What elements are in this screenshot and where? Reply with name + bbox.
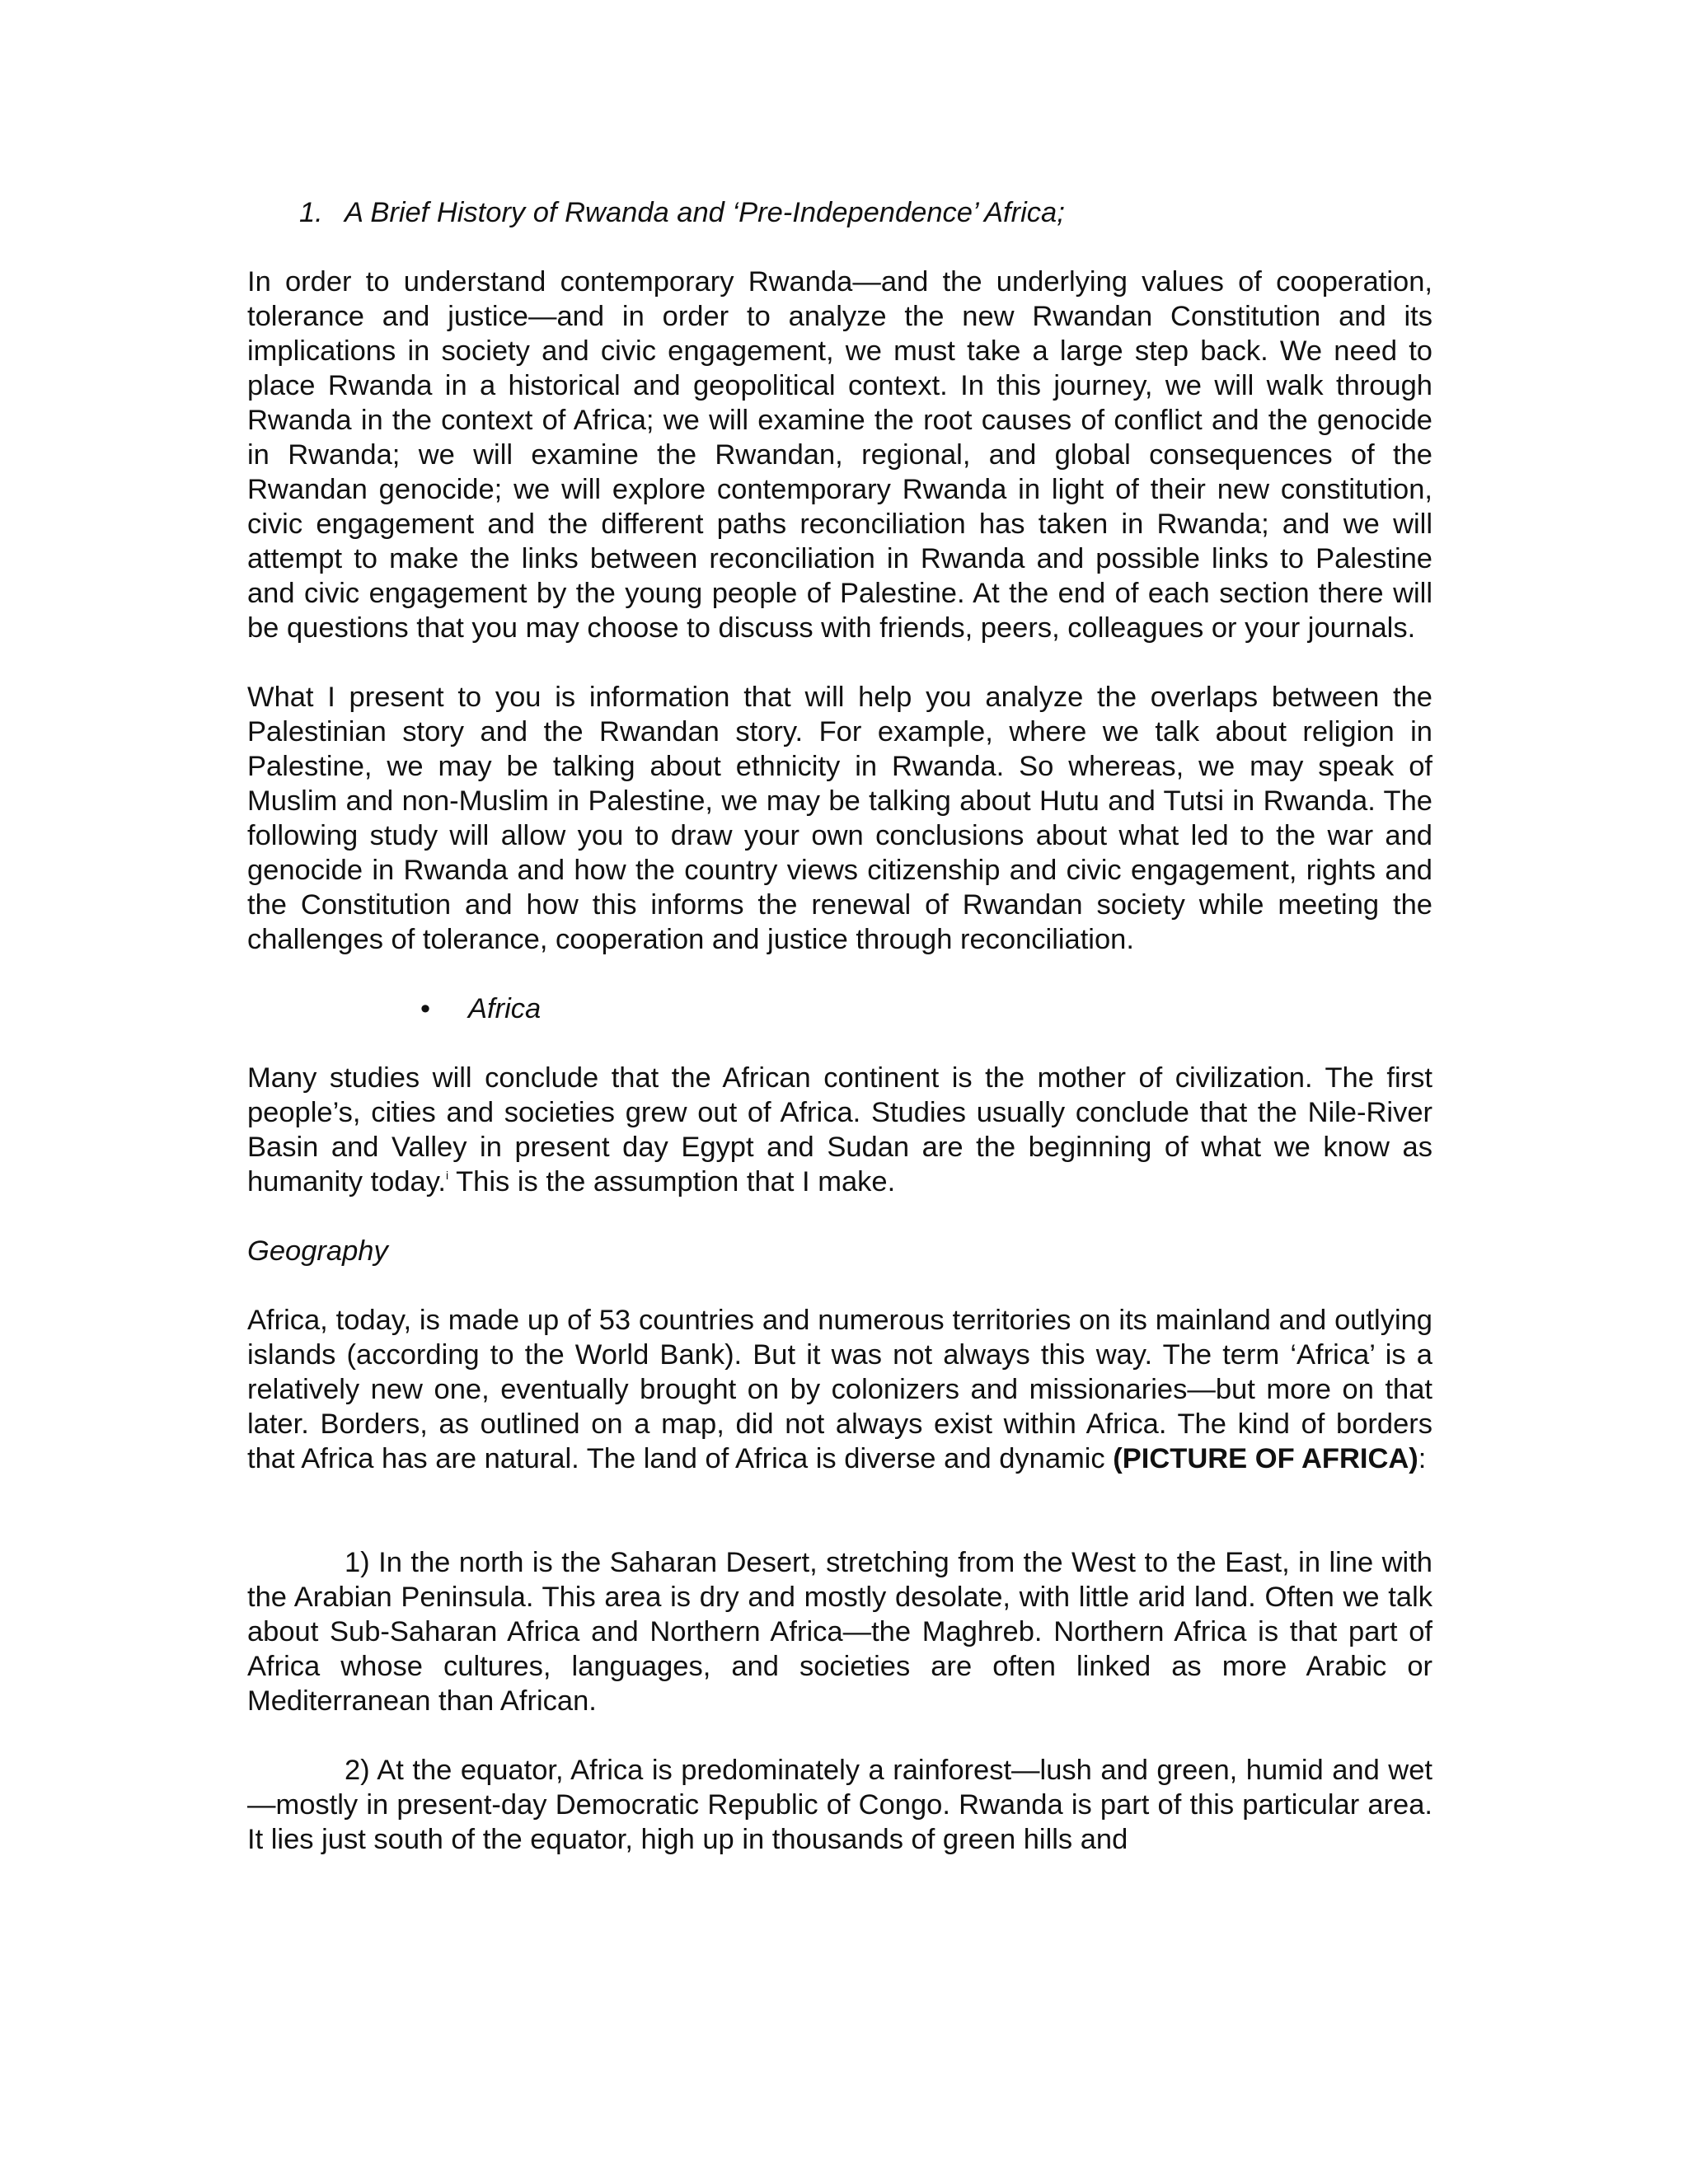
paragraph-north-sahara: 1) In the north is the Saharan Desert, stretching from the West to the East, in line with the Arabian Peninsula. This area is dry and mostly desolate, with little arid land. Often we talk about Sub-Saharan Africa and Northern Africa—the Maghreb. Northern Africa is that part of Africa whose cultures, languages, and societies are often linked as more Arabic or Mediterranean than African. [247, 1547, 1432, 1717]
paragraph-civilization-text: Many studies will conclude that the African continent is the mother of civilization. The first people’s, cities and societies grew out of Africa. Studies usually conclude that the Nile-River Basin and Valley in present day Egypt and Sudan are the beginning of what we know as humanity today. [247, 1062, 1432, 1197]
subheading-geography: Geography [247, 1235, 388, 1267]
picture-placeholder-label: (PICTURE OF AFRICA) [1113, 1443, 1418, 1474]
section-number: 1. [299, 197, 323, 228]
bullet-item-africa [247, 991, 1432, 1026]
paragraph-geography [247, 1303, 1432, 1476]
paragraph-equator: 2) At the equator, Africa is predominately a rainforest—lush and green, humid and wet—mostly in present-day Democratic Republic of Congo. Rwanda is part of this particular area. It lies just south of the equator, high up in thousands of green hills and [247, 1755, 1432, 1855]
bullet-icon: • [420, 993, 431, 1024]
section-title: A Brief History of Rwanda and ‘Pre-Independence’ Africa; [345, 197, 1065, 228]
paragraph-civilization [247, 1061, 1432, 1199]
blank-line [247, 1511, 1432, 1545]
bullet-label: Africa [468, 993, 542, 1024]
paragraph-geography-end: : [1418, 1443, 1427, 1474]
paragraph-geography-text: Africa, today, is made up of 53 countries and numerous territories on its mainland and outlying islands (according to the World Bank). But it was not always this way. The term ‘Africa’ is a relatively new one, eventually brought on by colonizers and missionaries—but more on that later. Borders, as outlined on a map, did not always exist within Africa. The kind of borders that Africa has are natural. The land of Africa is diverse and dynamic [247, 1305, 1432, 1474]
footnote-marker[interactable]: i [446, 1169, 449, 1182]
page-body [247, 195, 1432, 1891]
paragraph-introduction: In order to understand contemporary Rwanda—and the underlying values of cooperation, tolerance and justice—and in order to analyze the new Rwandan Constitution and its implications in society and civic engagement, we must take a large step back. We need to place Rwanda in a historical and geopolitical context. In this journey, we will walk through Rwanda in the context of Africa; we will examine the root causes of conflict and the genocide in Rwanda; we will examine the Rwandan, regional, and global consequences of the Rwandan genocide; we will explore contemporary Rwanda in light of their new constitution, civic engagement and the different paths reconciliation has taken in Rwanda; and we will attempt to make the links between reconciliation in Rwanda and possible links to Palestine and civic engagement by the young people of Palestine. At the end of each section there will be questions that you may choose to discuss with friends, peers, colleagues or your journals. [247, 266, 1432, 644]
paragraph-overlaps: What I present to you is information that will help you analyze the overlaps between the Palestinian story and the Rwandan story. For example, where we talk about religion in Palestine, we may be talking about ethnicity in Rwanda. So whereas, we may speak of Muslim and non-Muslim in Palestine, we may be talking about Hutu and Tutsi in Rwanda. The following study will allow you to draw your own conclusions about what led to the war and genocide in Rwanda and how the country views citizenship and civic engagement, rights and the Constitution and how this informs the renewal of Rwandan society while meeting the challenges of tolerance, cooperation and justice through reconciliation. [247, 682, 1432, 955]
paragraph-civilization-tail: This is the assumption that I make. [448, 1166, 896, 1197]
section-heading [247, 195, 1432, 230]
